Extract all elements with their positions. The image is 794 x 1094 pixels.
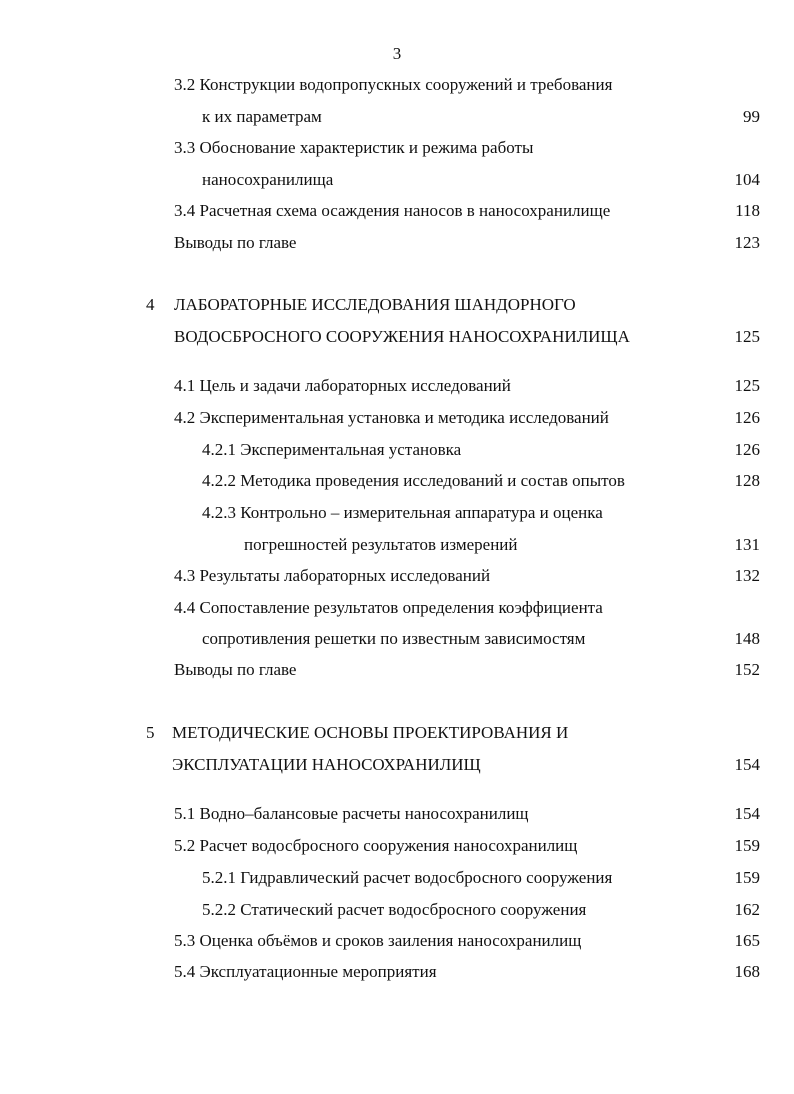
toc-entry-4-1-page: 125: [734, 376, 760, 395]
chapter-4-title-line-1: ЛАБОРАТОРНЫЕ ИССЛЕДОВАНИЯ ШАНДОРНОГО: [174, 295, 576, 314]
toc-entry-3-4: 3.4 Расчетная схема осаждения наносов в наносохранилище: [174, 201, 611, 220]
toc-entry-5-2-2: 5.2.2 Статический расчет водосбросного сооружения: [202, 900, 587, 919]
toc-entry-4-4-line-2: сопротивления решетки по известным зависимостям: [202, 629, 586, 648]
toc-entry-3-3-page: 104: [734, 170, 760, 189]
page-number: 3: [392, 44, 402, 63]
toc-entry-5-2-1-page: 159: [734, 868, 760, 887]
toc-entry-3-2-line-1: 3.2 Конструкции водопропускных сооружений и требования: [174, 75, 613, 94]
toc-entry-ch4-conclusions: Выводы по главе: [174, 660, 297, 679]
toc-entry-ch4-conclusions-page: 152: [734, 660, 760, 679]
toc-entry-4-2-3-line-2: погрешностей результатов измерений: [244, 535, 518, 554]
toc-entry-5-2-1: 5.2.1 Гидравлический расчет водосбросного сооружения: [202, 868, 613, 887]
toc-entry-3-4-page: 118: [735, 201, 760, 220]
chapter-5-title-line-2: ЭКСПЛУАТАЦИИ НАНОСОХРАНИЛИЩ: [172, 755, 481, 774]
toc-entry-5-4-page: 168: [734, 962, 760, 981]
chapter-4-number: 4: [146, 295, 155, 314]
toc-entry-3-2-page: 99: [743, 107, 760, 126]
toc-entry-4-2: 4.2 Экспериментальная установка и методика исследований: [174, 408, 609, 427]
toc-entry-3-3-line-1: 3.3 Обоснование характеристик и режима работы: [174, 138, 534, 157]
toc-entry-5-2-2-page: 162: [734, 900, 760, 919]
toc-entry-4-1: 4.1 Цель и задачи лабораторных исследований: [174, 376, 511, 395]
toc-entry-5-2-page: 159: [734, 836, 760, 855]
toc-entry-4-2-1-page: 126: [734, 440, 760, 459]
chapter-5-page: 154: [734, 755, 760, 774]
toc-entry-ch3-conclusions-page: 123: [734, 233, 760, 252]
chapter-5-title-line-1: МЕТОДИЧЕСКИЕ ОСНОВЫ ПРОЕКТИРОВАНИЯ И: [172, 723, 569, 742]
chapter-4-page: 125: [734, 327, 760, 346]
toc-entry-4-2-1: 4.2.1 Экспериментальная установка: [202, 440, 462, 459]
toc-entry-5-3: 5.3 Оценка объёмов и сроков заиления наносохранилищ: [174, 931, 582, 950]
toc-entry-5-1: 5.1 Водно–балансовые расчеты наносохранилищ: [174, 804, 529, 823]
toc-entry-5-2: 5.2 Расчет водосбросного сооружения наносохранилищ: [174, 836, 578, 855]
toc-entry-5-1-page: 154: [734, 804, 760, 823]
chapter-5-number: 5: [146, 723, 155, 742]
toc-entry-4-2-3-line-1: 4.2.3 Контрольно – измерительная аппаратура и оценка: [202, 503, 603, 522]
toc-entry-4-4-page: 148: [734, 629, 760, 648]
toc-entry-5-4: 5.4 Эксплуатационные мероприятия: [174, 962, 437, 981]
toc-entry-4-2-2: 4.2.2 Методика проведения исследований и состав опытов: [202, 471, 625, 490]
toc-entry-4-3-page: 132: [734, 566, 760, 585]
chapter-4-title-line-2: ВОДОСБРОСНОГО СООРУЖЕНИЯ НАНОСОХРАНИЛИЩА: [174, 327, 630, 346]
toc-entry-5-3-page: 165: [734, 931, 760, 950]
toc-entry-ch3-conclusions: Выводы по главе: [174, 233, 297, 252]
toc-entry-3-2-line-2: к их параметрам: [202, 107, 322, 126]
toc-entry-4-4-line-1: 4.4 Сопоставление результатов определения коэффициента: [174, 598, 603, 617]
toc-entry-4-3: 4.3 Результаты лабораторных исследований: [174, 566, 491, 585]
toc-entry-4-2-3-page: 131: [734, 535, 760, 554]
toc-entry-3-3-line-2: наносохранилища: [202, 170, 334, 189]
toc-entry-4-2-page: 126: [734, 408, 760, 427]
toc-entry-4-2-2-page: 128: [734, 471, 760, 490]
